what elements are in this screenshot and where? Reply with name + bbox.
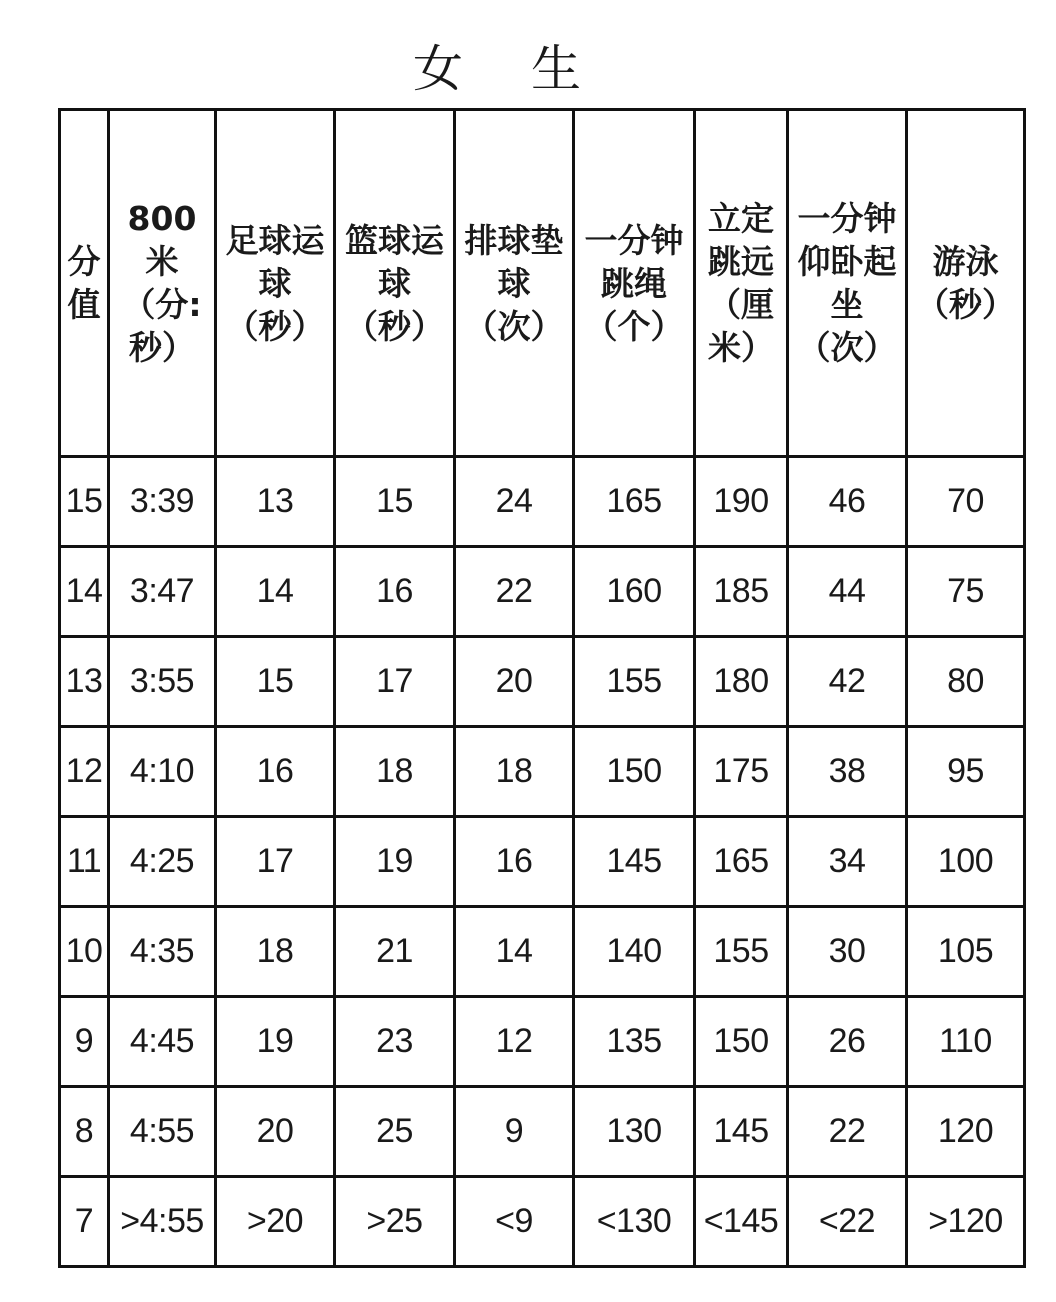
header-800m: 800米（分:秒）: [109, 110, 216, 457]
volleyball-cell: 14: [455, 907, 574, 997]
football-cell: >20: [216, 1177, 335, 1267]
header-football-dribble: 足球运球（秒）: [216, 110, 335, 457]
score-cell: 15: [60, 457, 109, 547]
rope-cell: 155: [574, 637, 695, 727]
swim-cell: 75: [907, 547, 1025, 637]
rope-cell: 150: [574, 727, 695, 817]
swim-cell: >120: [907, 1177, 1025, 1267]
swim-cell: 105: [907, 907, 1025, 997]
basketball-cell: 19: [335, 817, 455, 907]
rope-cell: 145: [574, 817, 695, 907]
situp-cell: 26: [788, 997, 907, 1087]
football-cell: 20: [216, 1087, 335, 1177]
volleyball-cell: 9: [455, 1087, 574, 1177]
run800-cell: 4:10: [109, 727, 216, 817]
table-row: [60, 997, 1025, 1087]
football-cell: 18: [216, 907, 335, 997]
swim-cell: 120: [907, 1087, 1025, 1177]
situp-cell: 34: [788, 817, 907, 907]
score-cell: 9: [60, 997, 109, 1087]
situp-cell: 22: [788, 1087, 907, 1177]
football-cell: 17: [216, 817, 335, 907]
header-sit-ups: 一分钟仰卧起坐（次）: [788, 110, 907, 457]
swim-cell: 70: [907, 457, 1025, 547]
score-cell: 8: [60, 1087, 109, 1177]
jump-cell: 185: [695, 547, 788, 637]
rope-cell: 135: [574, 997, 695, 1087]
run800-cell: 4:35: [109, 907, 216, 997]
volleyball-cell: 18: [455, 727, 574, 817]
situp-cell: 30: [788, 907, 907, 997]
jump-cell: 145: [695, 1087, 788, 1177]
volleyball-cell: 12: [455, 997, 574, 1087]
run800-cell: 3:47: [109, 547, 216, 637]
run800-cell: 4:45: [109, 997, 216, 1087]
score-cell: 14: [60, 547, 109, 637]
volleyball-cell: 20: [455, 637, 574, 727]
volleyball-cell: <9: [455, 1177, 574, 1267]
score-cell: 11: [60, 817, 109, 907]
basketball-cell: 25: [335, 1087, 455, 1177]
rope-cell: 160: [574, 547, 695, 637]
jump-cell: 180: [695, 637, 788, 727]
table-row: [60, 907, 1025, 997]
basketball-cell: 15: [335, 457, 455, 547]
basketball-cell: 21: [335, 907, 455, 997]
situp-cell: 46: [788, 457, 907, 547]
header-rope-skipping: 一分钟跳绳（个）: [574, 110, 695, 457]
football-cell: 14: [216, 547, 335, 637]
volleyball-cell: 22: [455, 547, 574, 637]
header-row: [60, 110, 1025, 457]
swim-cell: 80: [907, 637, 1025, 727]
page-title: 女 生: [413, 40, 607, 98]
table-row: [60, 637, 1025, 727]
volleyball-cell: 16: [455, 817, 574, 907]
situp-cell: 38: [788, 727, 907, 817]
table-row: [60, 817, 1025, 907]
basketball-cell: 18: [335, 727, 455, 817]
header-volleyball-pass: 排球垫球（次）: [455, 110, 574, 457]
volleyball-cell: 24: [455, 457, 574, 547]
score-cell: 13: [60, 637, 109, 727]
jump-cell: 165: [695, 817, 788, 907]
run800-cell: 4:25: [109, 817, 216, 907]
jump-cell: 150: [695, 997, 788, 1087]
basketball-cell: 16: [335, 547, 455, 637]
jump-cell: 190: [695, 457, 788, 547]
header-score: 分值: [60, 110, 109, 457]
swim-cell: 95: [907, 727, 1025, 817]
run800-cell: >4:55: [109, 1177, 216, 1267]
basketball-cell: >25: [335, 1177, 455, 1267]
swim-cell: 110: [907, 997, 1025, 1087]
header-standing-long-jump: 立定跳远（厘米）: [695, 110, 788, 457]
jump-cell: <145: [695, 1177, 788, 1267]
run800-cell: 3:39: [109, 457, 216, 547]
rope-cell: 140: [574, 907, 695, 997]
header-basketball-dribble: 篮球运球（秒）: [335, 110, 455, 457]
header-swimming: 游泳（秒）: [907, 110, 1025, 457]
situp-cell: 42: [788, 637, 907, 727]
table-row: [60, 1087, 1025, 1177]
score-table: [58, 108, 1026, 1268]
basketball-cell: 17: [335, 637, 455, 727]
situp-cell: <22: [788, 1177, 907, 1267]
rope-cell: <130: [574, 1177, 695, 1267]
jump-cell: 175: [695, 727, 788, 817]
score-cell: 10: [60, 907, 109, 997]
rope-cell: 130: [574, 1087, 695, 1177]
run800-cell: 3:55: [109, 637, 216, 727]
jump-cell: 155: [695, 907, 788, 997]
score-cell: 7: [60, 1177, 109, 1267]
swim-cell: 100: [907, 817, 1025, 907]
table-row: [60, 1177, 1025, 1267]
score-cell: 12: [60, 727, 109, 817]
rope-cell: 165: [574, 457, 695, 547]
table-row: [60, 727, 1025, 817]
situp-cell: 44: [788, 547, 907, 637]
football-cell: 13: [216, 457, 335, 547]
table-row: [60, 457, 1025, 547]
table-row: [60, 547, 1025, 637]
football-cell: 19: [216, 997, 335, 1087]
run800-cell: 4:55: [109, 1087, 216, 1177]
football-cell: 16: [216, 727, 335, 817]
football-cell: 15: [216, 637, 335, 727]
basketball-cell: 23: [335, 997, 455, 1087]
